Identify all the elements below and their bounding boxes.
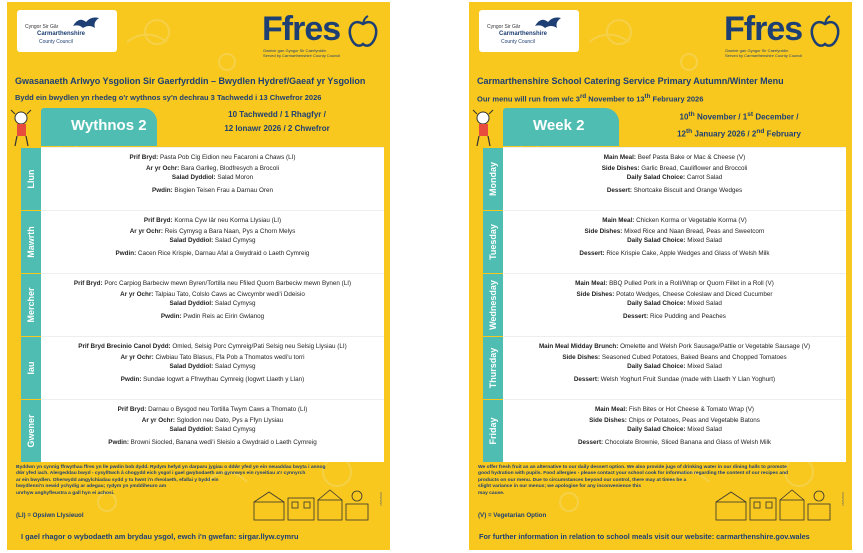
dates-line-2: 12th January 2026 / 2nd February — [677, 127, 801, 139]
day-row-iau: Prif Bryd Brecinio Canol Dydd: Omled, Selsig Porc Cymreig/Pati Selsig neu Selsig Llysiau (LI) Ar yr Ochr: Ciwbiau Tato Blasus, Ffa Pob a Thomatos wedi'u torri Salad Dyddiol: Salad Cymysg Pwdin: Sundae Iogwrt a Ffrwythau Cymreig (Iogwrt Llaeth y Llan) — [41, 336, 384, 399]
week-dates — [177, 108, 377, 136]
apple-icon — [809, 14, 841, 48]
week-dates — [639, 108, 839, 141]
day-label-thursday: Thursday — [483, 336, 503, 399]
english-menu-page — [469, 2, 852, 550]
brand-subline-2: Served by Carmarthenshire County Council — [263, 53, 341, 58]
page-subtitle: Our menu will run from w/c 3rd November to 13th February 2026 — [477, 93, 704, 104]
day-label-monday: Monday — [483, 147, 503, 210]
logo-line-3: County Council — [501, 39, 535, 45]
week-tab: Wythnos 2 — [41, 108, 157, 146]
council-logo — [17, 10, 117, 52]
day-row-tuesday: Main Meal: Chicken Korma or Vegetable Korma (V) Side Dishes: Mixed Rice and Naan Bread, Peas and Sweetcorn Daily Salad Choice: Mixed Salad Dessert: Rice Krispie Cake, Apple Wedges and Glass of Welsh Milk — [503, 210, 846, 273]
vegetarian-legend: (V) = Vegetarian Option — [478, 512, 547, 519]
day-row-gwener: Prif Bryd: Darnau o Bysgod neu Tortilla Twym Caws a Thomato (LI) Ar yr Ochr: Sglodion neu Dato, Pys a Ffyn Llysiau Salad Dyddiol: Salad Cymysg Pwdin: Browni Siocled, Banana wedi'i Sleisio a Gwydraid o Laeth Cymreig — [41, 399, 384, 462]
dragon-icon — [71, 14, 101, 30]
logo-line-2: Carmarthenshire — [37, 31, 86, 37]
page-title: Carmarthenshire School Catering Service Primary Autumn/Winter Menu — [477, 76, 784, 86]
day-row-llun: Prif Bryd: Pasta Pob Cig Eidion neu Facaroni a Chaws (LI) Ar yr Ochr: Bara Garlleg, Blodfresych a Brocoli Salad Dyddiol: Salad Moron Pwdin: Bisgien Teisen Frau a Darnau Oren — [41, 147, 384, 210]
day-label-mercher: Mercher — [21, 273, 41, 336]
brand-subline-2: Served by Carmarthenshire County Council — [725, 53, 803, 58]
dates-line-1: 10th November / 1st December / — [679, 111, 799, 122]
council-logo — [479, 10, 579, 52]
day-label-friday: Friday — [483, 399, 503, 462]
logo-line-2: Carmarthenshire — [499, 31, 548, 37]
day-row-thursday: Main Meal Midday Brunch: Omelette and Welsh Pork Sausage/Pattie or Vegetable Sausage (V) Side Dishes: Seasoned Cubed Potatoes, Baked Beans and Chopped Tomatoes Daily Salad Choice: Mixed Salad Dessert: Welsh Yoghurt Fruit Sundae (made with Llaeth Y Llan Yoghurt) — [503, 336, 846, 399]
logo-line-3: County Council — [39, 39, 73, 45]
day-row-wednesday: Main Meal: BBQ Pulled Pork in a Roll/Wrap or Quorn Fillet in a Roll (V) Side Dishes: Potato Wedges, Cheese Coleslaw and Diced Cucumber Daily Salad Choice: Mixed Salad Dessert: Rice Pudding and Peaches — [503, 273, 846, 336]
day-label-llun: Llun — [21, 147, 41, 210]
day-row-mawrth: Prif Bryd: Korma Cyw Iâr neu Korma Llysiau (LI) Ar yr Ochr: Reis Cymysg a Bara Naan, Pys a Chorn Melys Salad Dyddiol: Salad Cymysg Pwdin: Cacen Rice Krispie, Darnau Afal a Gwydraid o Laeth Cymreig — [41, 210, 384, 273]
document-code: 25/0250W — [841, 492, 846, 506]
day-label-wednesday: Wednesday — [483, 273, 503, 336]
document-code: 25/0250W — [379, 492, 384, 506]
welsh-menu-page — [7, 2, 390, 550]
apple-icon — [347, 14, 379, 48]
dates-line-1: 10 Tachwedd / 1 Rhagfyr / — [228, 110, 326, 119]
school-illustration — [252, 488, 372, 522]
day-row-mercher: Prif Bryd: Porc Carpiog Barbeciw mewn Byren/Tortilla neu Ffiled Quorn Barbeciw mewn Bynen (LI) Ar yr Ochr: Talpiau Tato, Colslo Caws ac Ciwcymbr wedi'i Ddeisio Salad Dyddiol: Salad Cymysg Pwdin: Pwdin Reis ac Eirin Gwlanog — [41, 273, 384, 336]
week-tab: Week 2 — [503, 108, 619, 146]
page-title: Gwasanaeth Arlwyo Ysgolion Sir Gaerfyrddin – Bwydlen Hydref/Gaeaf yr Ysgolion — [15, 76, 366, 86]
day-row-monday: Main Meal: Beef Pasta Bake or Mac & Cheese (V) Side Dishes: Garlic Bread, Cauliflower and Broccoli Daily Salad Choice: Carrot Salad Dessert: Shortcake Biscuit and Orange Wedges — [503, 147, 846, 210]
vegetarian-legend: (LI) = Opsiwn Llysieuol — [16, 512, 84, 519]
dragon-icon — [533, 14, 563, 30]
child-illustration — [471, 108, 497, 148]
info-line: For further information in relation to school meals visit our website: carmarthenshire.gov.wales — [479, 532, 810, 541]
day-label-gwener: Gwener — [21, 399, 41, 462]
day-label-tuesday: Tuesday — [483, 210, 503, 273]
dates-line-2: 12 Ionawr 2026 / 2 Chwefror — [224, 124, 330, 133]
footer-note: Byddwn yn cynnig ffrwythau ffres yn lle pwdin bob dydd. Rydym hefyd yn darparu jygiau o ddŵr yfed yn ein neuaddau bwyta i annog dŵr yfed iach. Alergeddau bwyd - cysylltwch â chogydd eich ysgol i gael gwybodaeth am gynnwys ein ryseitiau a'r cynnyrch ar ein bwydlen. Oherwydd amgylchiadau sydd y tu hwnt i'n rheolaeth, efallai y bydd ein bwydlenni'n newid ychydig ar adegau; rydym yn ymddiheuro am unrhyw anghyfleustra a gall hyn ei achosi. — [16, 465, 326, 496]
child-illustration — [9, 108, 35, 148]
day-label-mawrth: Mawrth — [21, 210, 41, 273]
footer-note: We offer fresh fruit as an alternative to our daily dessert option. We also provide jugs of drinking water in our dining halls to promote good hydration with pupils. Food allergies - please contact your school cook for information regarding the content of our recipes and products on our menu. Due to circumstances beyond our control, there may at times be a slight variance in our menus; we apologise for any inconvenience this may cause. — [478, 465, 789, 496]
day-label-iau: Iau — [21, 336, 41, 399]
ffres-brand: Ffres — [262, 10, 341, 48]
logo-line-1: Cyngor Sir Gâr — [487, 24, 521, 30]
school-illustration — [714, 488, 834, 522]
day-row-friday: Main Meal: Fish Bites or Hot Cheese & Tomato Wrap (V) Side Dishes: Chips or Potatoes, Peas and Vegetable Batons Daily Salad Choice: Mixed Salad Dessert: Chocolate Brownie, Sliced Banana and Glass of Welsh Milk — [503, 399, 846, 462]
brand-subline-1: Gweinir gan Gyngor Sir Caerfyrddin — [725, 48, 789, 53]
ffres-brand: Ffres — [724, 10, 803, 48]
info-line: I gael rhagor o wybodaeth am brydau ysgol, ewch i'n gwefan: sirgar.llyw.cymru — [21, 532, 299, 541]
page-subtitle: Bydd ein bwydlen yn rhedeg o'r wythnos sy'n dechrau 3 Tachwedd i 13 Chwefror 2026 — [15, 93, 322, 102]
logo-line-1: Cyngor Sir Gâr — [25, 24, 59, 30]
brand-subline-1: Gweinir gan Gyngor Sir Caerfyrddin — [263, 48, 327, 53]
